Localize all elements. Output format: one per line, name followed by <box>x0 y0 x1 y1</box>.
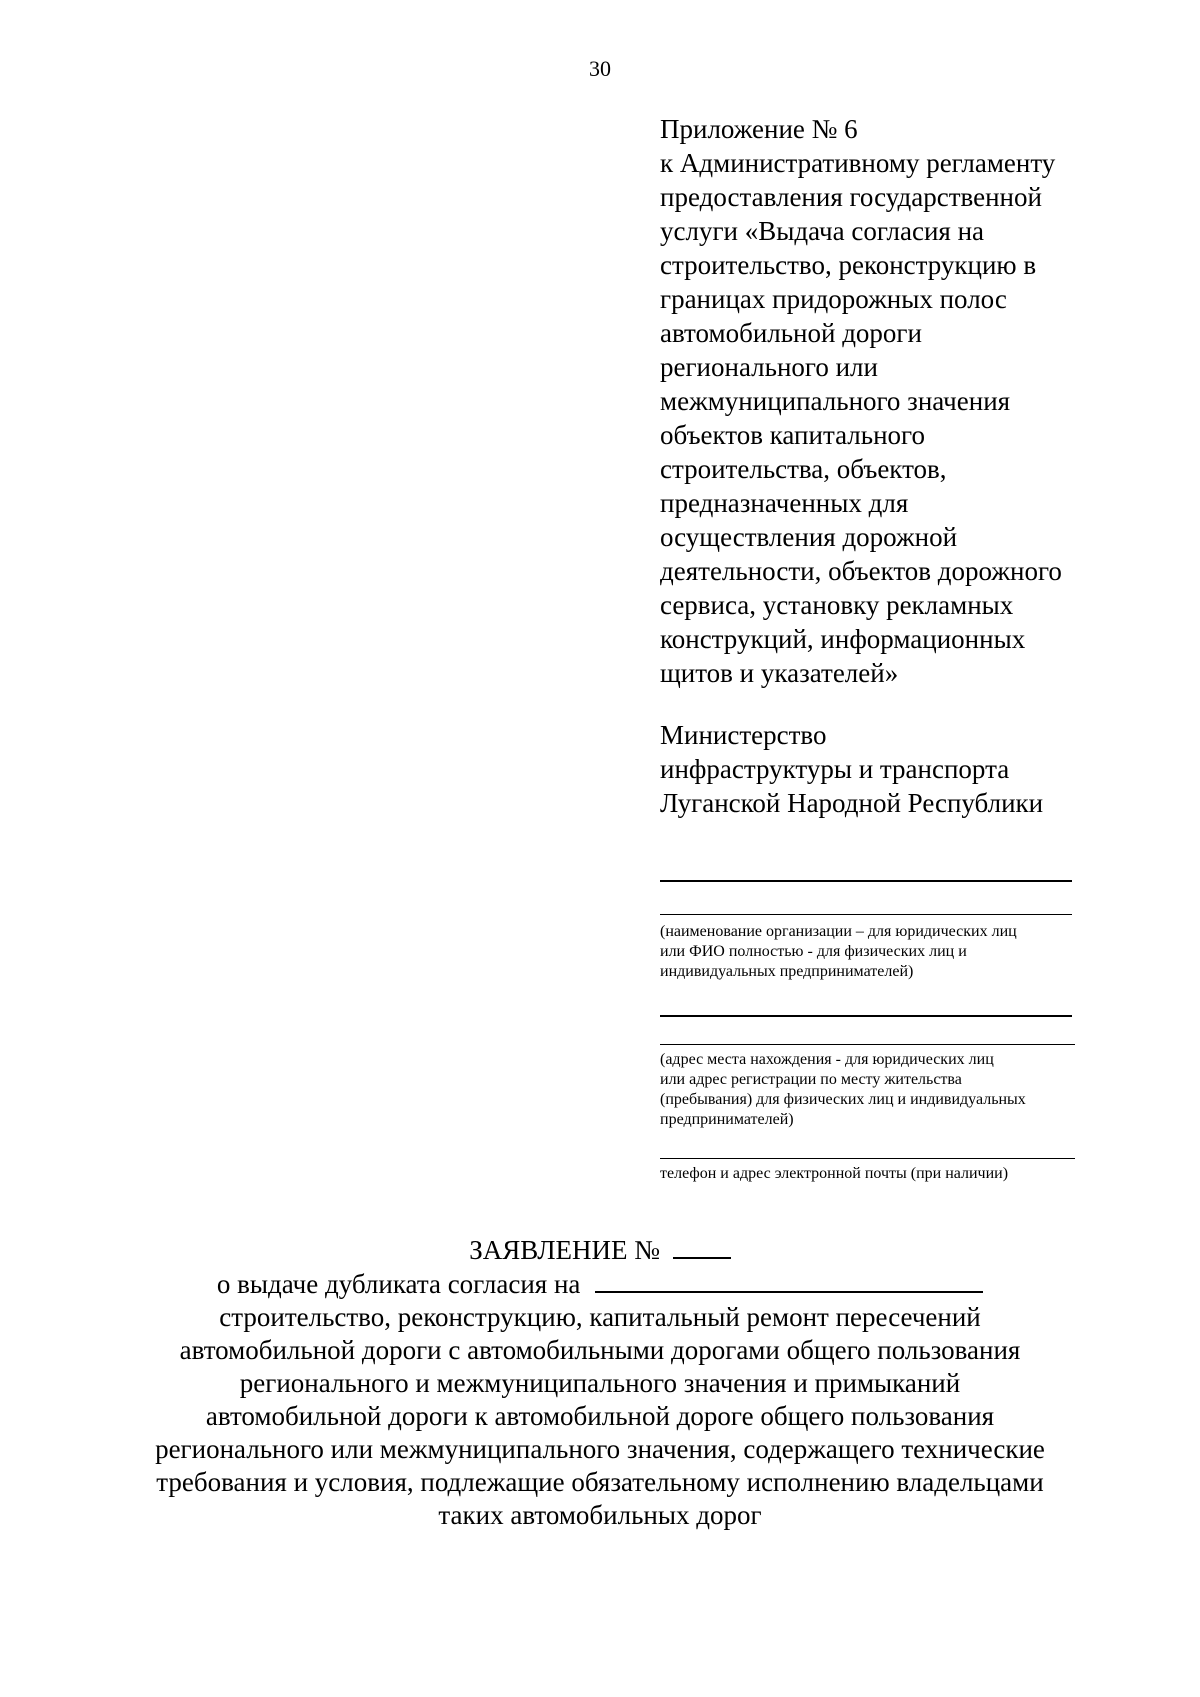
statement-number-field[interactable] <box>673 1233 731 1259</box>
appendix-line: межмуниципального значения <box>660 386 1011 416</box>
appendix-line: автомобильной дороги <box>660 318 922 348</box>
hint-line: (пребывания) для физических лиц и индивидуальных <box>660 1091 1026 1108</box>
appendix-line: строительства, объектов, <box>660 454 947 484</box>
statement-body-line: автомобильной дороги с автомобильными дорогами общего пользования <box>179 1335 1021 1365</box>
appendix-line: щитов и указателей» <box>660 658 899 688</box>
hint-line: или ФИО полностью - для физических лиц и <box>660 943 967 960</box>
applicant-name-line-2[interactable] <box>660 914 1072 915</box>
page-number: 30 <box>589 56 611 81</box>
appendix-line: услуги «Выдача согласия на <box>660 216 985 246</box>
statement-subtitle-text: о выдаче дубликата согласия на <box>216 1269 581 1299</box>
appendix-line: предоставления государственной <box>660 182 1042 212</box>
appendix-line: конструкций, информационных <box>660 624 1026 654</box>
applicant-name-hint <box>660 922 1017 982</box>
applicant-address-line-1[interactable] <box>660 1015 1072 1017</box>
statement-body-line: требования и условия, подлежащие обязательному исполнению владельцами <box>156 1467 1044 1497</box>
recipient-line: инфраструктуры и транспорта <box>660 754 1010 784</box>
appendix-line: предназначенных для <box>660 488 909 518</box>
appendix-line: строительство, реконструкцию в <box>660 250 1037 280</box>
appendix-line: сервиса, установку рекламных <box>660 590 1014 620</box>
applicant-address-hint <box>660 1050 1026 1130</box>
statement-body-line: регионального и межмуниципального значения и примыканий <box>239 1368 961 1398</box>
hint-line: или адрес регистрации по месту жительства <box>660 1071 962 1088</box>
recipient-line: Министерство <box>660 720 827 750</box>
applicant-address-line-2[interactable] <box>660 1044 1075 1045</box>
statement-body-line: таких автомобильных дорог <box>438 1500 762 1530</box>
statement-subtitle <box>0 1267 1200 1301</box>
statement-body-line: строительство, реконструкцию, капитальный ремонт пересечений <box>219 1302 981 1332</box>
statement-body-line: регионального или межмуниципального значения, содержащего технические <box>155 1434 1045 1464</box>
hint-line: (адрес места нахождения - для юридических лиц <box>660 1051 994 1068</box>
recipient-block <box>660 718 1130 820</box>
appendix-line: деятельности, объектов дорожного <box>660 556 1062 586</box>
statement-body-line: автомобильной дороги к автомобильной дороге общего пользования <box>205 1401 995 1431</box>
applicant-name-line-1[interactable] <box>660 880 1072 882</box>
appendix-line: регионального или <box>660 352 878 382</box>
appendix-line: осуществления дорожной <box>660 522 958 552</box>
appendix-line: границах придорожных полос <box>660 284 1007 314</box>
statement-title <box>0 1233 1200 1267</box>
hint-line: телефон и адрес электронной почты (при наличии) <box>660 1165 1009 1182</box>
statement-subject-field[interactable] <box>595 1267 983 1293</box>
applicant-contact-hint <box>660 1164 1008 1184</box>
appendix-line: объектов капитального <box>660 420 925 450</box>
hint-line: предпринимателей) <box>660 1111 794 1128</box>
statement-title-text: ЗАЯВЛЕНИЕ № <box>469 1235 661 1265</box>
recipient-line: Луганской Народной Республики <box>660 788 1044 818</box>
applicant-contact-line[interactable] <box>660 1158 1075 1159</box>
appendix-line: к Административному регламенту <box>660 148 1056 178</box>
appendix-header <box>660 112 1130 690</box>
statement-block <box>0 1233 1200 1532</box>
hint-line: индивидуальных предпринимателей) <box>660 963 914 980</box>
hint-line: (наименование организации – для юридических лиц <box>660 923 1017 940</box>
appendix-line: Приложение № 6 <box>660 114 858 144</box>
